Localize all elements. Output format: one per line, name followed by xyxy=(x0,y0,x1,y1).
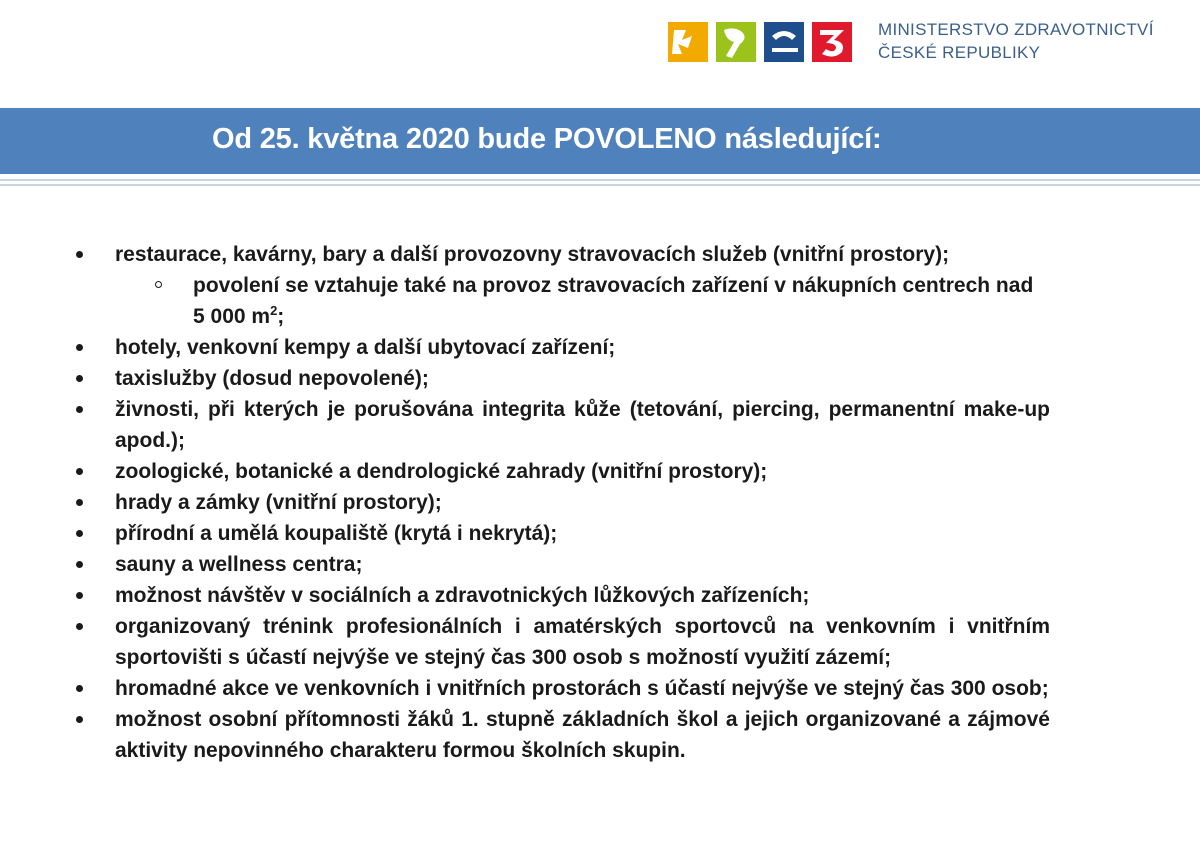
logo-green-square xyxy=(716,22,756,62)
sub-list-item-end: ; xyxy=(277,305,285,328)
bullet-icon xyxy=(76,592,83,599)
bullet-icon xyxy=(76,468,83,475)
ministry-name-line1: MINISTERSTVO ZDRAVOTNICTVÍ xyxy=(878,20,1154,39)
list-item-text: hotely, venkovní kempy a další ubytovací zařízení; xyxy=(115,336,616,359)
list-item-text: přírodní a umělá koupaliště (krytá i nekrytá); xyxy=(115,522,558,545)
bullet-icon xyxy=(76,344,83,351)
list-item xyxy=(0,456,1050,487)
sub-list-item xyxy=(0,270,1050,332)
logo-red-square xyxy=(812,22,852,62)
bullet-icon xyxy=(76,375,83,382)
divider-line xyxy=(0,184,1200,186)
list-item-text: hrady a zámky (vnitřní prostory); xyxy=(115,491,442,514)
list-item xyxy=(0,239,1050,270)
bullet-icon xyxy=(76,251,83,258)
logo-blue-square xyxy=(764,22,804,62)
list-item xyxy=(0,580,1050,611)
bullet-icon xyxy=(76,685,83,692)
logo-orange-square xyxy=(668,22,708,62)
list-item-text: zoologické, botanické a dendrologické zahrady (vnitřní prostory); xyxy=(115,460,768,483)
sub-list-item-text: povolení se vztahuje také na provoz stravovacích zařízení v nákupních centrech nad 5 000 m xyxy=(193,274,1034,328)
ministry-name-line2: ČESKÉ REPUBLIKY xyxy=(878,43,1041,62)
list-item-text: sauny a wellness centra; xyxy=(115,553,363,576)
allowed-list xyxy=(0,239,1200,766)
list-item-text: hromadné akce ve venkovních i vnitřních prostorách s účastí nejvýše ve stejný čas 300 osob; xyxy=(115,677,1049,700)
list-item xyxy=(0,704,1050,766)
list-item xyxy=(0,518,1050,549)
superscript: 2 xyxy=(270,303,278,318)
bullet-icon xyxy=(76,623,83,630)
page-title: Od 25. května 2020 bude POVOLENO následující: xyxy=(212,123,882,155)
list-item xyxy=(0,332,1050,363)
ministry-name xyxy=(878,18,1154,64)
list-item-text: taxislužby (dosud nepovolené); xyxy=(115,367,429,390)
list-item xyxy=(0,394,1050,456)
list-item-text: restaurace, kavárny, bary a další provozovny stravovacích služeb (vnitřní prostory); xyxy=(115,243,950,266)
bullet-icon xyxy=(76,406,83,413)
list-item-text: možnost osobní přítomnosti žáků 1. stupně základních škol a jejich organizované a zájmové aktivity nepovinného charakteru formou školních skupin. xyxy=(115,708,1050,762)
list-item xyxy=(0,673,1050,704)
bullet-icon xyxy=(76,716,83,723)
bullet-icon xyxy=(76,499,83,506)
divider-line xyxy=(0,179,1200,181)
bullet-icon xyxy=(76,530,83,537)
list-item xyxy=(0,611,1050,673)
list-item xyxy=(0,487,1050,518)
list-item-text: možnost návštěv v sociálních a zdravotnických lůžkových zařízeních; xyxy=(115,584,810,607)
list-item xyxy=(0,363,1050,394)
ministry-logo xyxy=(668,18,868,66)
list-item-text: živnosti, při kterých je porušována integrita kůže (tetování, piercing, permanentní make-up apod.); xyxy=(115,398,1050,452)
circle-bullet-icon xyxy=(155,281,162,288)
list-item xyxy=(0,549,1050,580)
bullet-icon xyxy=(76,561,83,568)
list-item-text: organizovaný trénink profesionálních i amatérských sportovců na venkovním i vnitřním sportovišti s účastí nejvýše ve stejný čas 300 osob s možností využití zázemí; xyxy=(115,615,1050,669)
